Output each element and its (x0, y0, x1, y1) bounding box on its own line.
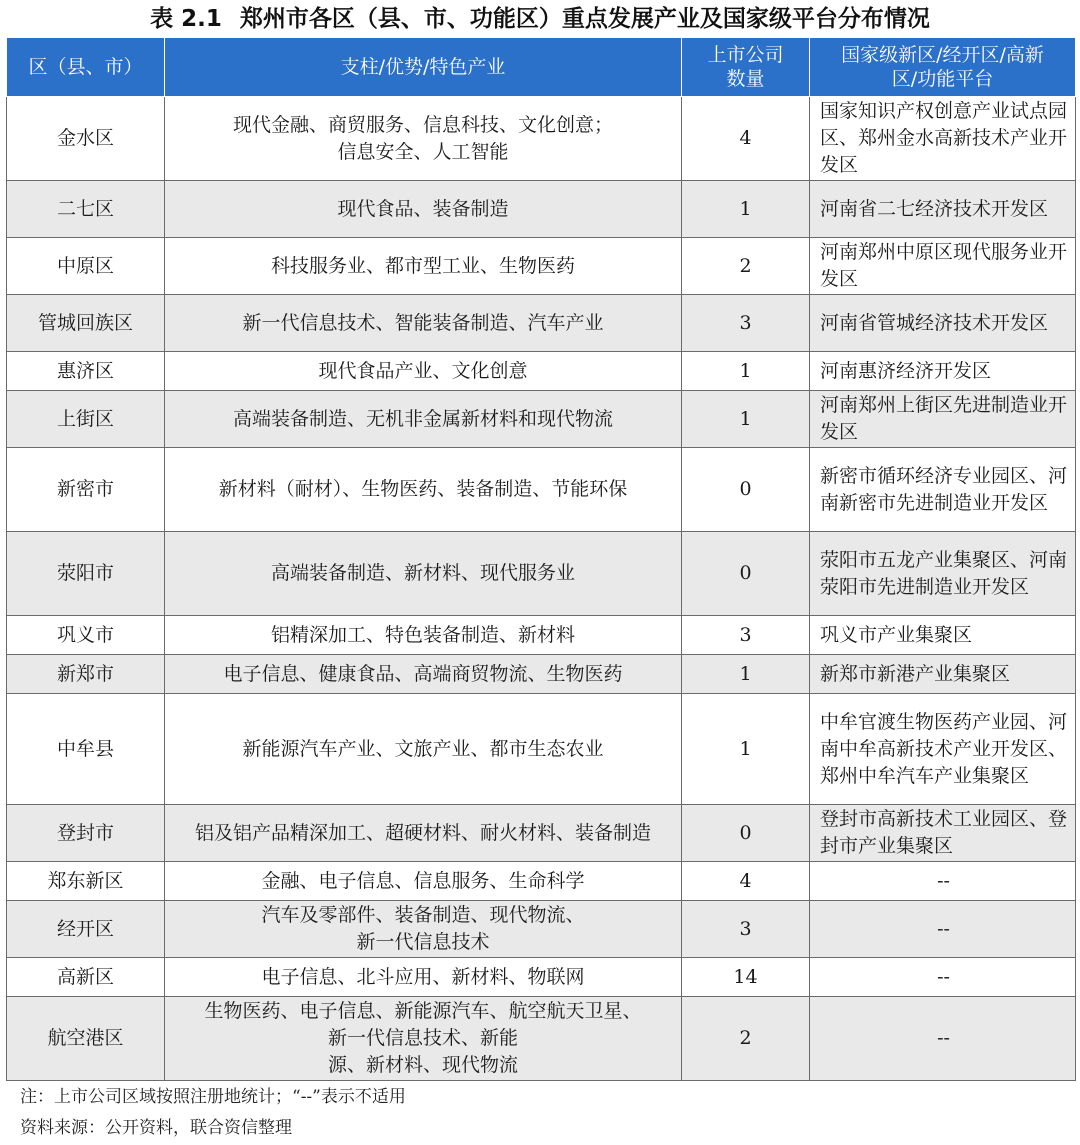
cell-platforms: 新密市循环经济专业园区、河南新密市先进制造业开发区 (810, 448, 1076, 532)
cell-listed-count: 3 (682, 616, 810, 655)
table-title (0, 3, 1080, 35)
table-row (7, 181, 1076, 238)
cell-listed-count: 3 (682, 901, 810, 958)
cell-platforms: 河南郑州上街区先进制造业开发区 (810, 391, 1076, 448)
table-row (7, 352, 1076, 391)
cell-district: 荥阳市 (7, 532, 165, 616)
cell-platforms: 河南惠济经济开发区 (810, 352, 1076, 391)
cell-listed-count: 14 (682, 958, 810, 997)
cell-platforms: -- (810, 997, 1076, 1081)
cell-industries: 高端装备制造、新材料、现代服务业 (165, 532, 682, 616)
cell-district: 中牟县 (7, 694, 165, 805)
table-row (7, 448, 1076, 532)
table-row (7, 238, 1076, 295)
cell-district: 惠济区 (7, 352, 165, 391)
cell-listed-count: 1 (682, 352, 810, 391)
table-row (7, 655, 1076, 694)
cell-platforms: -- (810, 958, 1076, 997)
cell-listed-count: 1 (682, 655, 810, 694)
cell-district: 高新区 (7, 958, 165, 997)
cell-platforms: 国家知识产权创意产业试点园区、郑州金水高新技术产业开发区 (810, 97, 1076, 181)
cell-industries: 电子信息、健康食品、高端商贸物流、生物医药 (165, 655, 682, 694)
cell-platforms: 登封市高新技术工业园区、登封市产业集聚区 (810, 805, 1076, 862)
cell-listed-count: 0 (682, 448, 810, 532)
table-row (7, 532, 1076, 616)
cell-platforms: -- (810, 862, 1076, 901)
cell-platforms: 新郑市新港产业集聚区 (810, 655, 1076, 694)
cell-listed-count: 3 (682, 295, 810, 352)
cell-listed-count: 0 (682, 805, 810, 862)
cell-industries: 铝精深加工、特色装备制造、新材料 (165, 616, 682, 655)
cell-industries: 新一代信息技术、智能装备制造、汽车产业 (165, 295, 682, 352)
cell-industries: 电子信息、北斗应用、新材料、物联网 (165, 958, 682, 997)
district-industry-table (6, 37, 1076, 1081)
table-notes (20, 1082, 406, 1144)
cell-industries: 汽车及零部件、装备制造、现代物流、 新一代信息技术 (165, 901, 682, 958)
source-text: 资料来源：公开资料，联合资信整理 (20, 1118, 292, 1138)
cell-listed-count: 1 (682, 181, 810, 238)
cell-listed-count: 2 (682, 238, 810, 295)
cell-industries: 铝及铝产品精深加工、超硬材料、耐火材料、装备制造 (165, 805, 682, 862)
cell-district: 上街区 (7, 391, 165, 448)
table-row (7, 862, 1076, 901)
cell-listed-count: 4 (682, 97, 810, 181)
table-row (7, 997, 1076, 1081)
cell-district: 巩义市 (7, 616, 165, 655)
cell-platforms: -- (810, 901, 1076, 958)
cell-listed-count: 2 (682, 997, 810, 1081)
cell-platforms: 荥阳市五龙产业集聚区、河南荥阳市先进制造业开发区 (810, 532, 1076, 616)
cell-district: 中原区 (7, 238, 165, 295)
header-district: 区（县、市） (7, 38, 165, 97)
table-number: 表 2.1 (150, 6, 222, 32)
cell-industries: 科技服务业、都市型工业、生物医药 (165, 238, 682, 295)
cell-industries: 金融、电子信息、信息服务、生命科学 (165, 862, 682, 901)
cell-district: 二七区 (7, 181, 165, 238)
cell-platforms: 河南省管城经济技术开发区 (810, 295, 1076, 352)
cell-district: 郑东新区 (7, 862, 165, 901)
header-platforms: 国家级新区/经开区/高新 区/功能平台 (810, 38, 1076, 97)
table-row (7, 616, 1076, 655)
cell-district: 登封市 (7, 805, 165, 862)
table-row (7, 694, 1076, 805)
header-listed-count: 上市公司 数量 (682, 38, 810, 97)
cell-district: 金水区 (7, 97, 165, 181)
cell-district: 新郑市 (7, 655, 165, 694)
cell-district: 新密市 (7, 448, 165, 532)
cell-platforms: 巩义市产业集聚区 (810, 616, 1076, 655)
table-row (7, 958, 1076, 997)
cell-district: 管城回族区 (7, 295, 165, 352)
table-row (7, 805, 1076, 862)
table-row (7, 391, 1076, 448)
cell-platforms: 河南省二七经济技术开发区 (810, 181, 1076, 238)
cell-district: 航空港区 (7, 997, 165, 1081)
cell-industries: 高端装备制造、无机非金属新材料和现代物流 (165, 391, 682, 448)
cell-industries: 现代金融、商贸服务、信息科技、文化创意； 信息安全、人工智能 (165, 97, 682, 181)
cell-listed-count: 0 (682, 532, 810, 616)
table-row (7, 295, 1076, 352)
table-row (7, 97, 1076, 181)
cell-industries: 新能源汽车产业、文旅产业、都市生态农业 (165, 694, 682, 805)
cell-listed-count: 4 (682, 862, 810, 901)
cell-district: 经开区 (7, 901, 165, 958)
header-industries: 支柱/优势/特色产业 (165, 38, 682, 97)
cell-industries: 现代食品产业、文化创意 (165, 352, 682, 391)
cell-platforms: 河南郑州中原区现代服务业开发区 (810, 238, 1076, 295)
table-header-row (7, 38, 1076, 97)
note-text: 注：上市公司区域按照注册地统计；“--”表示不适用 (20, 1087, 406, 1107)
table-row (7, 901, 1076, 958)
cell-industries: 现代食品、装备制造 (165, 181, 682, 238)
cell-industries: 生物医药、电子信息、新能源汽车、航空航天卫星、 新一代信息技术、新能 源、新材料、现代物流 (165, 997, 682, 1081)
cell-listed-count: 1 (682, 694, 810, 805)
cell-listed-count: 1 (682, 391, 810, 448)
table-title-text: 郑州市各区（县、市、功能区）重点发展产业及国家级平台分布情况 (239, 6, 930, 32)
cell-platforms: 中牟官渡生物医药产业园、河南中牟高新技术产业开发区、郑州中牟汽车产业集聚区 (810, 694, 1076, 805)
cell-industries: 新材料（耐材）、生物医药、装备制造、节能环保 (165, 448, 682, 532)
